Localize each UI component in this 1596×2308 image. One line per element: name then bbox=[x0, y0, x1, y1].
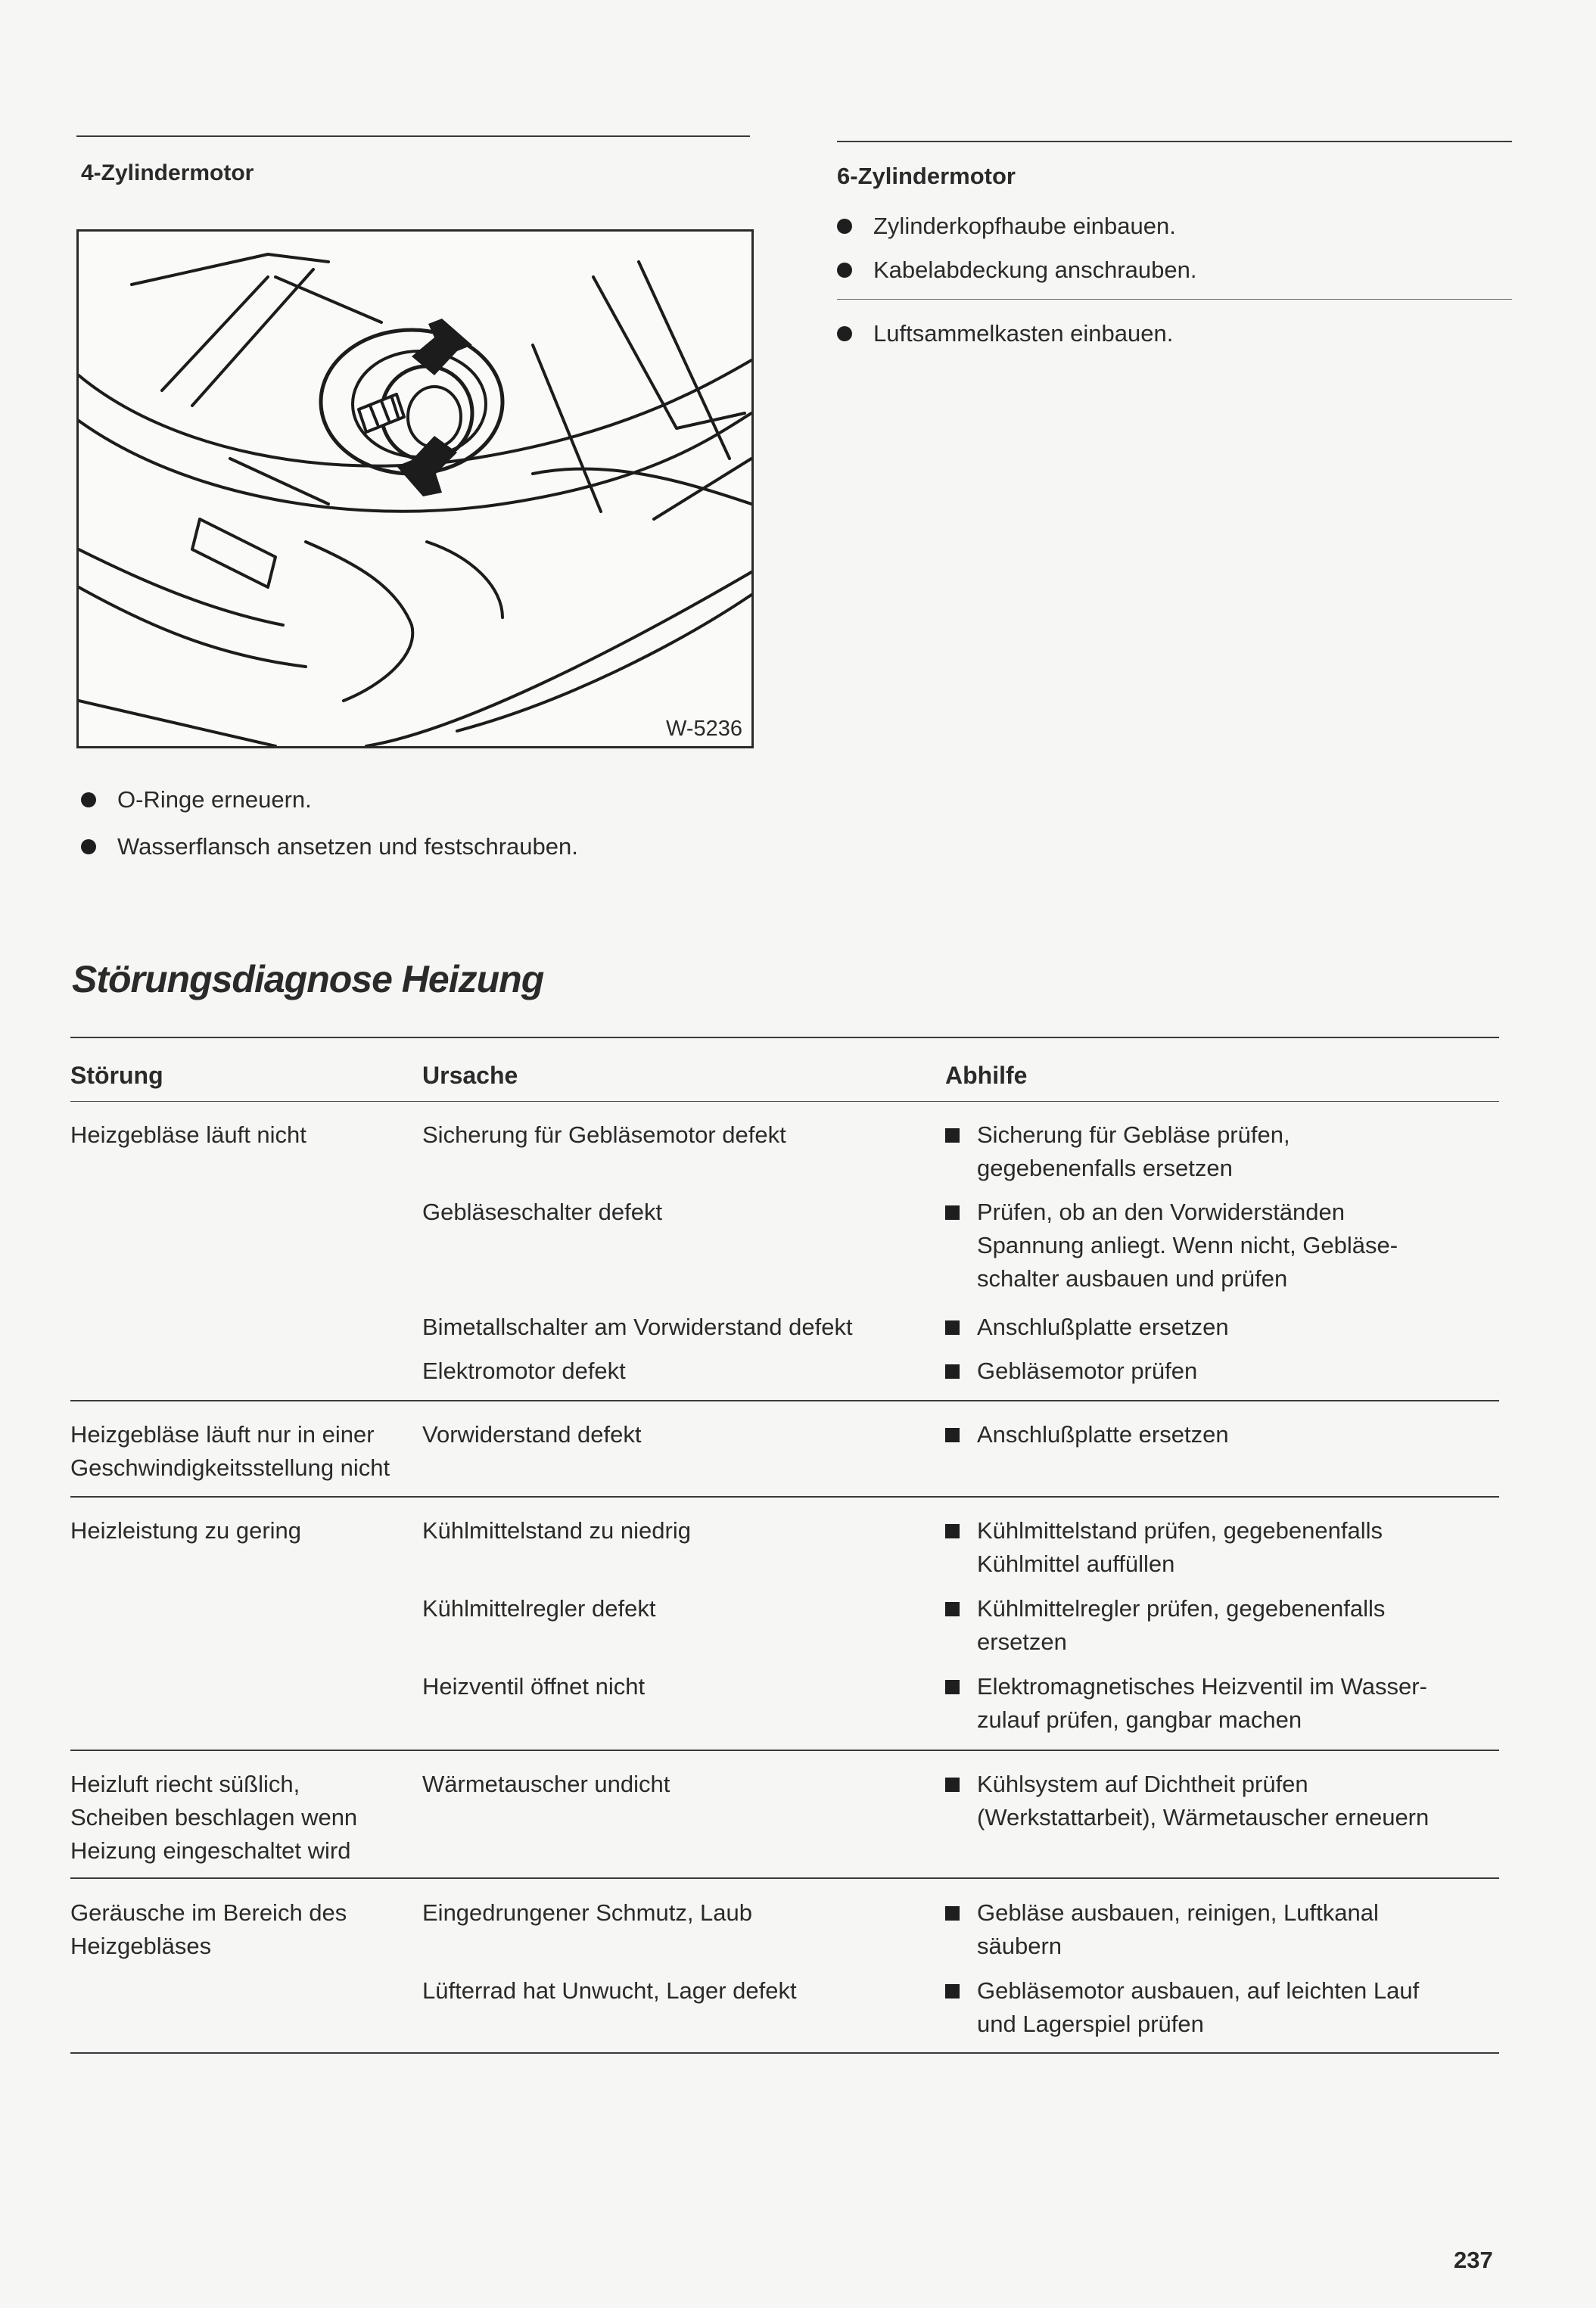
table-row-divider bbox=[70, 1750, 1499, 1751]
abhilfe-cell: Kühlmittel auffüllen bbox=[977, 1551, 1175, 1577]
bullet-square-icon bbox=[945, 1906, 960, 1921]
stoerung-cell: Heizgebläses bbox=[70, 1933, 212, 1959]
stoerung-cell: Heizgebläse läuft nur in einer bbox=[70, 1421, 375, 1448]
bullet-square-icon bbox=[945, 1524, 960, 1538]
bullet-square-icon bbox=[945, 1320, 960, 1335]
section-heading-4cyl: 4-Zylindermotor bbox=[81, 160, 254, 185]
abhilfe-cell: Spannung anliegt. Wenn nicht, Gebläse- bbox=[977, 1232, 1398, 1258]
abhilfe-cell: Sicherung für Gebläse prüfen, bbox=[977, 1121, 1290, 1148]
bullet-square-icon bbox=[945, 1128, 960, 1143]
bullet-square-icon bbox=[945, 1364, 960, 1379]
ursache-cell: Bimetallschalter am Vorwiderstand defekt bbox=[422, 1314, 853, 1340]
ursache-cell: Lüfterrad hat Unwucht, Lager defekt bbox=[422, 1977, 797, 2004]
bullet-dot-icon bbox=[81, 839, 96, 854]
bullet-square-icon bbox=[945, 1778, 960, 1792]
ursache-cell: Eingedrungener Schmutz, Laub bbox=[422, 1899, 753, 1926]
top-left-rule bbox=[76, 135, 750, 137]
figure-label: W-5236 bbox=[661, 715, 747, 743]
bullet-dot-icon bbox=[81, 792, 96, 807]
bullet-item: Wasserflansch ansetzen und festschrauben. bbox=[81, 830, 578, 863]
abhilfe-cell: und Lagerspiel prüfen bbox=[977, 2011, 1204, 2037]
stoerung-cell: Scheiben beschlagen wenn bbox=[70, 1804, 358, 1831]
bullet-item: Zylinderkopfhaube einbauen. bbox=[837, 210, 1176, 243]
abhilfe-cell: ersetzen bbox=[977, 1628, 1067, 1655]
ursache-cell: Kühlmittelregler defekt bbox=[422, 1595, 656, 1622]
abhilfe-cell: gegebenenfalls ersetzen bbox=[977, 1155, 1233, 1181]
bullet-square-icon bbox=[945, 1428, 960, 1442]
table-row-divider bbox=[70, 2052, 1499, 2054]
engine-figure bbox=[76, 229, 754, 748]
ursache-cell: Kühlmittelstand zu niedrig bbox=[422, 1517, 691, 1544]
page-number: 237 bbox=[1454, 2247, 1493, 2273]
table-row-divider bbox=[70, 1400, 1499, 1401]
diagnosis-title: Störungsdiagnose Heizung bbox=[72, 958, 544, 1000]
stoerung-cell: Heizung eingeschaltet wird bbox=[70, 1837, 351, 1864]
ursache-cell: Heizventil öffnet nicht bbox=[422, 1673, 646, 1700]
table-top-rule bbox=[70, 1037, 1499, 1038]
bullet-item: Luftsammelkasten einbauen. bbox=[837, 317, 1173, 350]
right-bullet-divider bbox=[837, 299, 1512, 300]
abhilfe-cell: schalter ausbauen und prüfen bbox=[977, 1265, 1288, 1292]
abhilfe-cell: zulauf prüfen, gangbar machen bbox=[977, 1706, 1302, 1733]
abhilfe-cell: Elektromagnetisches Heizventil im Wasser- bbox=[977, 1673, 1427, 1700]
bullet-item: Kabelabdeckung anschrauben. bbox=[837, 254, 1196, 287]
stoerung-cell: Geschwindigkeitsstellung nicht bbox=[70, 1454, 390, 1481]
section-heading-6cyl: 6-Zylindermotor bbox=[837, 163, 1016, 189]
bullet-dot-icon bbox=[837, 326, 852, 341]
abhilfe-cell: (Werkstattarbeit), Wärmetauscher erneuern bbox=[977, 1804, 1430, 1831]
stoerung-cell: Heizleistung zu gering bbox=[70, 1517, 302, 1544]
bullet-square-icon bbox=[945, 1984, 960, 1999]
bullet-square-icon bbox=[945, 1602, 960, 1616]
bullet-square-icon bbox=[945, 1205, 960, 1220]
ursache-cell: Gebläseschalter defekt bbox=[422, 1199, 663, 1225]
column-header-abhilfe: Abhilfe bbox=[945, 1062, 1028, 1089]
bullet-dot-icon bbox=[837, 219, 852, 234]
abhilfe-cell: Anschlußplatte ersetzen bbox=[977, 1421, 1229, 1448]
abhilfe-cell: Gebläsemotor ausbauen, auf leichten Lauf bbox=[977, 1977, 1420, 2004]
table-row-divider bbox=[70, 1877, 1499, 1879]
column-header-stoerung: Störung bbox=[70, 1062, 163, 1089]
header-rule bbox=[70, 1101, 1499, 1102]
abhilfe-cell: Gebläsemotor prüfen bbox=[977, 1358, 1198, 1384]
abhilfe-cell: säubern bbox=[977, 1933, 1062, 1959]
abhilfe-cell: Anschlußplatte ersetzen bbox=[977, 1314, 1229, 1340]
bullet-dot-icon bbox=[837, 263, 852, 278]
abhilfe-cell: Kühlmittelstand prüfen, gegebenenfalls bbox=[977, 1517, 1383, 1544]
stoerung-cell: Heizgebläse läuft nicht bbox=[70, 1121, 306, 1148]
abhilfe-cell: Kühlmittelregler prüfen, gegebenenfalls bbox=[977, 1595, 1386, 1622]
bullet-square-icon bbox=[945, 1680, 960, 1694]
stoerung-cell: Geräusche im Bereich des bbox=[70, 1899, 347, 1926]
ursache-cell: Wärmetauscher undicht bbox=[422, 1771, 670, 1797]
abhilfe-cell: Kühlsystem auf Dichtheit prüfen bbox=[977, 1771, 1308, 1797]
top-right-rule bbox=[837, 141, 1512, 142]
ursache-cell: Sicherung für Gebläsemotor defekt bbox=[422, 1121, 786, 1148]
table-row-divider bbox=[70, 1496, 1499, 1498]
bullet-item: O-Ringe erneuern. bbox=[81, 783, 312, 817]
column-header-ursache: Ursache bbox=[422, 1062, 518, 1089]
abhilfe-cell: Gebläse ausbauen, reinigen, Luftkanal bbox=[977, 1899, 1379, 1926]
engine-illustration bbox=[79, 232, 751, 746]
ursache-cell: Elektromotor defekt bbox=[422, 1358, 626, 1384]
abhilfe-cell: Prüfen, ob an den Vorwiderständen bbox=[977, 1199, 1346, 1225]
ursache-cell: Vorwiderstand defekt bbox=[422, 1421, 642, 1448]
stoerung-cell: Heizluft riecht süßlich, bbox=[70, 1771, 300, 1797]
